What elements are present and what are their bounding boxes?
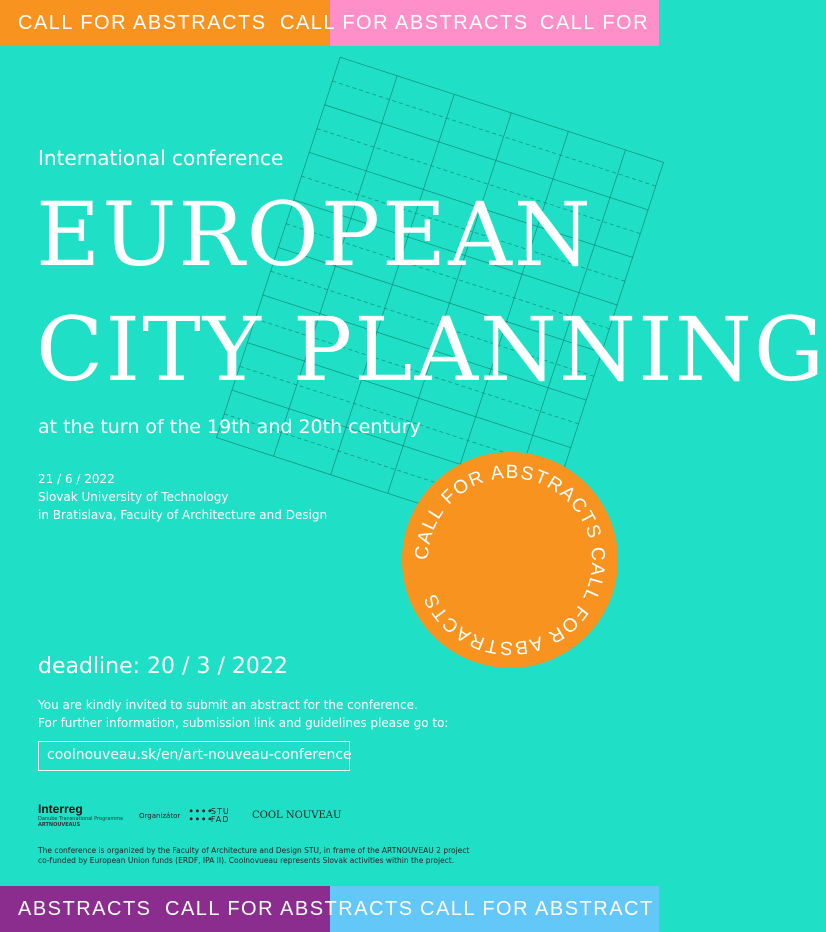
venue-line-1: Slovak University of Technology <box>38 490 229 504</box>
top-banner-text: CALL FOR ABSTRACTS <box>18 12 267 34</box>
conference-link-box[interactable] <box>38 741 350 771</box>
invitation-line-2: For further information, submission link and guidelines please go to: <box>38 716 449 730</box>
interreg-programme: Danube Transnational Programme <box>38 816 124 822</box>
top-banner-text: CALL FOR <box>540 12 650 34</box>
deadline: deadline: 20 / 3 / 2022 <box>38 654 288 679</box>
organizer-label: Organizátor <box>139 812 181 820</box>
stamp-text: CALL FOR ABSTRACTS CALL FOR ABSTRACTS <box>411 461 609 659</box>
interreg-logo-text: Interreg <box>38 802 83 816</box>
conference-link[interactable]: coolnouveau.sk/en/art-nouveau-conference <box>47 747 352 763</box>
fad-text: FAD <box>210 815 230 824</box>
bottom-banner-text: CALL FOR ABSTRACT <box>420 898 654 920</box>
interreg-logo <box>38 802 123 828</box>
venue-line-2: in Bratislava, Faculty of Architecture and Design <box>38 508 328 522</box>
stamp-circle <box>402 452 618 668</box>
stu-dots-icon: ∙∙∙∙ ∙∙∙∙ <box>188 806 214 825</box>
footer-line-1: The conference is organized by the Faculty of Architecture and Design STU, in frame of the ARTNOUVEAU 2 project <box>38 846 470 855</box>
interreg-project: ARTNOUVEAUS <box>38 822 81 828</box>
bottom-banner-text: CALL FOR ABSTRACTS <box>165 898 414 920</box>
conference-type: International conference <box>38 146 284 170</box>
event-date: 21 / 6 / 2022 <box>38 472 115 486</box>
title-line-2: CITY PLANNING <box>36 298 826 401</box>
top-banner <box>0 0 659 46</box>
invitation-line-1: You are kindly invited to submit an abstract for the conference. <box>38 698 418 712</box>
title-tagline: at the turn of the 19th and 20th century <box>38 416 421 438</box>
bottom-banner-text: ABSTRACTS <box>18 898 152 920</box>
bottom-banner <box>0 886 659 932</box>
title-line-1: EUROPEAN <box>36 183 593 286</box>
cool-nouveau-logo: COOL NOUVEAU <box>252 810 342 821</box>
top-banner-text: CALL FOR ABSTRACTS <box>280 12 529 34</box>
stu-fad-logo <box>188 808 230 824</box>
footer-line-2: co-funded by European Union funds (ERDF, IPA II). Coolnovueau represents Slovak activities within the project. <box>38 856 455 865</box>
stu-text: STU <box>210 807 230 816</box>
call-for-abstracts-stamp <box>400 450 620 670</box>
